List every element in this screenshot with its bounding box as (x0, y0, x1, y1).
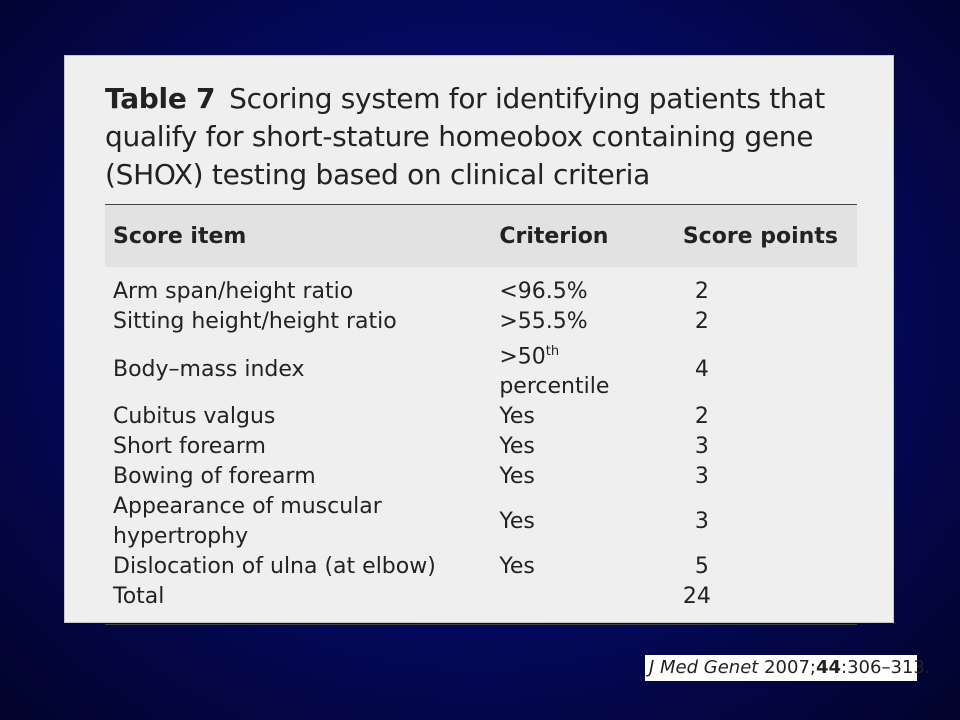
row-item: Short forearm (113, 434, 266, 460)
table-row (105, 402, 857, 432)
score-table (105, 204, 857, 625)
row-criterion (491, 337, 675, 402)
table-row (105, 337, 857, 402)
table-row (105, 552, 857, 582)
criterion-superscript: th (545, 344, 560, 359)
criterion-prefix: >50 (499, 344, 546, 370)
citation-journal: J Med Genet (649, 657, 759, 678)
row-points: 5 (694, 554, 709, 580)
row-item: Arm span/height ratio (113, 279, 354, 304)
row-points: 2 (694, 404, 709, 430)
header-criterion: Criterion (499, 223, 609, 249)
citation (645, 655, 931, 681)
citation-year: 2007; (758, 657, 816, 678)
citation-volume: 44 (815, 657, 842, 678)
row-criterion: >55.5% (499, 309, 588, 334)
table-title (105, 80, 865, 194)
row-points: 3 (694, 464, 709, 490)
total-label: Total (113, 584, 165, 610)
total-points: 24 (682, 584, 711, 610)
row-points: 3 (694, 509, 709, 535)
row-points: 2 (694, 309, 709, 334)
row-item: Cubitus valgus (113, 404, 276, 430)
row-item: Dislocation of ulna (at elbow) (113, 554, 436, 580)
row-item: Appearance of muscular hypertrophy (113, 494, 382, 550)
table-header-row (105, 205, 857, 268)
table-row (105, 267, 857, 307)
table-row (105, 307, 857, 337)
row-points: 3 (694, 434, 709, 460)
criterion-suffix: percentile (499, 374, 610, 400)
row-criterion: Yes (499, 464, 535, 490)
row-criterion: Yes (499, 404, 535, 430)
row-criterion: Yes (499, 434, 535, 460)
header-score-points: Score points (682, 223, 838, 249)
row-points: 4 (694, 356, 709, 382)
row-item: Sitting height/height ratio (113, 309, 397, 334)
table-total-row (105, 582, 857, 625)
row-item: Bowing of forearm (113, 464, 316, 490)
table-row (105, 492, 857, 552)
table-row (105, 462, 857, 492)
row-points: 2 (694, 279, 709, 304)
table-row (105, 432, 857, 462)
citation-pages: :306–313. (841, 657, 931, 678)
row-criterion: <96.5% (499, 279, 588, 304)
header-score-item: Score item (113, 223, 247, 249)
row-criterion: Yes (499, 554, 535, 580)
table-panel (64, 55, 894, 623)
table-label: Table 7 (105, 82, 216, 115)
row-criterion: Yes (499, 509, 535, 535)
row-item: Body–mass index (113, 356, 305, 382)
total-criterion-empty (491, 582, 675, 625)
table-caption: Scoring system for identifying patients that qualify for short-stature homeobox containing gene (SHOX) testing based on clinical criteria (105, 82, 825, 191)
